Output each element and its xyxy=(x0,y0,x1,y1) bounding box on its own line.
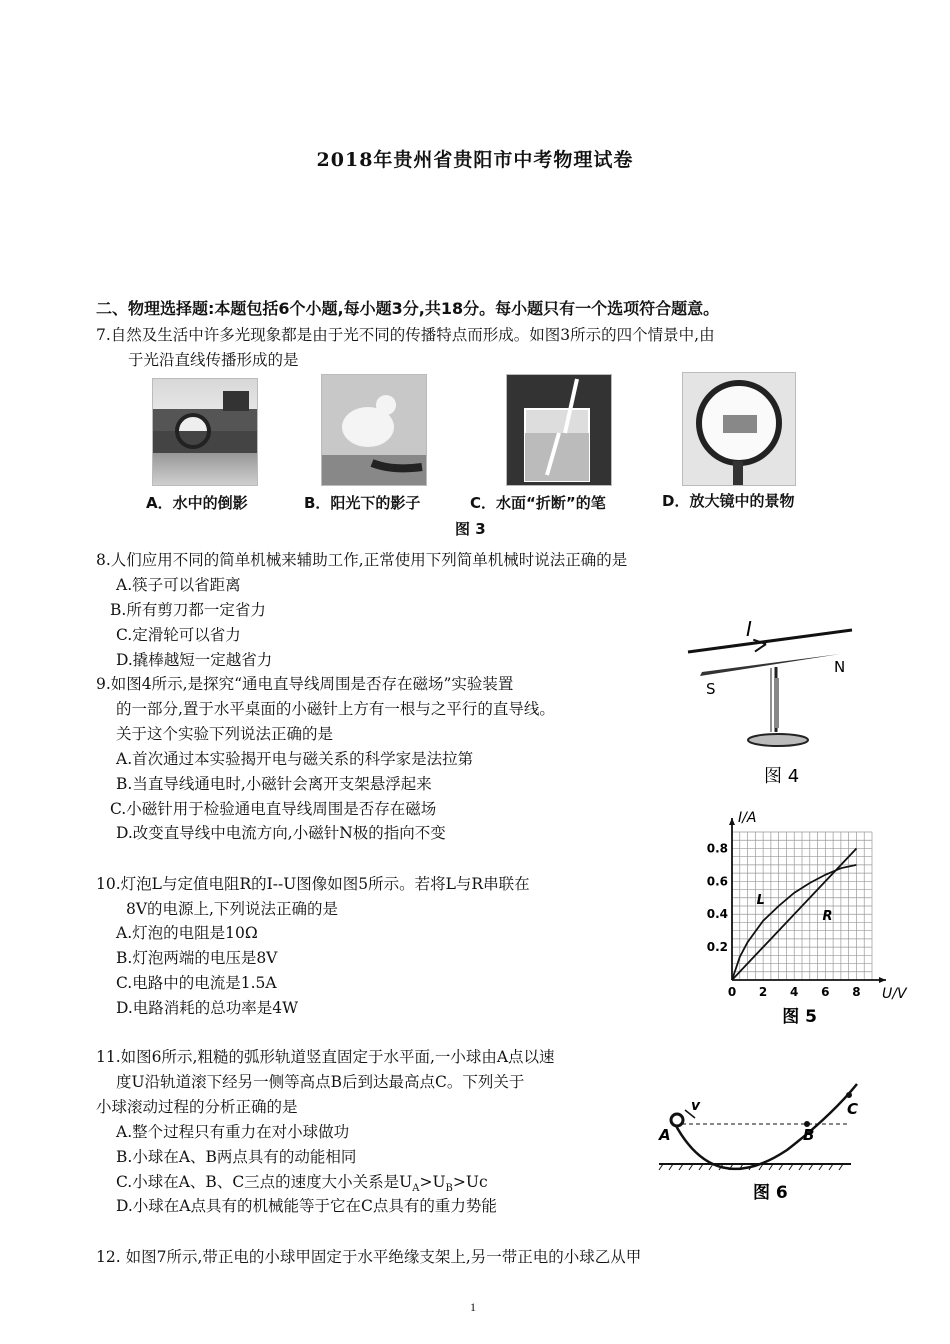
y-axis-label: I/A xyxy=(738,810,757,826)
photo-magnifier-scene xyxy=(682,372,796,486)
series-label-R: R xyxy=(822,908,833,924)
q9-option-b: B.当直导线通电时,小磁针会离开支架悬浮起来 xyxy=(116,775,432,793)
photo-pencil-in-water xyxy=(506,374,612,486)
q10-option-d: D.电路消耗的总功率是4W xyxy=(116,999,299,1017)
series-label-L: L xyxy=(756,893,765,908)
y-tick-label: 0.2 xyxy=(706,940,728,955)
q9-option-c: C.小磁针用于检验通电直导线周围是否存在磁场 xyxy=(110,800,437,818)
photo-dove-shadow xyxy=(321,374,427,486)
q11-option-d: D.小球在A点具有的机械能等于它在C点具有的重力势能 xyxy=(116,1197,497,1215)
q9-stem-line2: 的一部分,置于水平桌面的小磁针上方有一根与之平行的直导线。 xyxy=(116,700,555,718)
q10-stem-line1: 10.灯泡L与定值电阻R的I--U图像如图5所示。若将L与R串联在 xyxy=(96,875,530,893)
q7-stem-line2: 于光沿直线传播形成的是 xyxy=(128,351,299,369)
caption-b: B．阳光下的影子 xyxy=(304,494,421,512)
photo-bridge-reflection xyxy=(152,378,258,486)
q10-option-c: C.电路中的电流是1.5A xyxy=(116,974,277,992)
q11-stem-line2: 度U沿轨道滚下经另一侧等高点B后到达最高点C。下列关于 xyxy=(116,1073,525,1091)
pencil-glass-image xyxy=(507,375,611,485)
caption-d: D．放大镜中的景物 xyxy=(662,492,795,510)
q9-option-a: A.首次通过本实验揭开电与磁关系的科学家是法拉第 xyxy=(116,750,474,768)
q10-stem-line2: 8V的电源上,下列说法正确的是 xyxy=(126,900,338,918)
figure-5-iu-chart xyxy=(700,800,920,1030)
north-label: N xyxy=(834,658,846,676)
figure-4-compass-wire xyxy=(680,612,860,792)
y-tick-label: 0.4 xyxy=(706,907,728,922)
x-tick-label: 4 xyxy=(790,985,799,999)
q11-stem-line1: 11.如图6所示,粗糙的弧形轨道竖直固定于水平面,一小球由A点以速 xyxy=(96,1048,555,1066)
y-axis-arrow xyxy=(729,818,735,825)
point-c-label: C xyxy=(847,1100,859,1118)
q10-option-b: B.灯泡两端的电压是8V xyxy=(116,949,278,967)
q8-option-d: D.撬棒越短一定越省力 xyxy=(116,651,273,669)
x-axis-arrow xyxy=(879,977,886,983)
x-tick-label: 0 xyxy=(727,985,737,999)
figure-5-caption: 图 5 xyxy=(782,1007,817,1027)
page-title: 2018年贵州省贵阳市中考物理试卷 xyxy=(316,149,634,171)
section-heading: 二、物理选择题:本题包括6个小题,每小题3分,共18分。每小题只有一个选项符合题意。 xyxy=(96,299,720,318)
q8-option-a: A.筷子可以省距离 xyxy=(116,576,241,594)
figure-6-caption: 图 6 xyxy=(753,1183,788,1203)
q9-stem-line1: 9.如图4所示,是探究“通电直导线周围是否存在磁场”实验装置 xyxy=(96,675,514,693)
q11-option-a: A.整个过程只有重力在对小球做功 xyxy=(116,1123,350,1141)
q8-option-b: B.所有剪刀都一定省力 xyxy=(110,601,266,619)
point-b-label: B xyxy=(803,1126,815,1144)
y-tick-label: 0.6 xyxy=(706,874,728,889)
bridge-reflection-image xyxy=(153,379,257,485)
point-a-label: A xyxy=(659,1126,671,1144)
q11-option-b: B.小球在A、B两点具有的动能相同 xyxy=(116,1148,357,1166)
y-tick-label: 0.8 xyxy=(706,841,728,856)
x-tick-label: 6 xyxy=(821,985,830,999)
figure-4-caption: 图 4 xyxy=(764,766,800,787)
q9-option-d: D.改变直导线中电流方向,小磁针N极的指向不变 xyxy=(116,824,446,842)
x-axis-label: U/V xyxy=(882,986,907,1002)
page-number: 1 xyxy=(470,1300,476,1314)
q8-stem: 8.人们应用不同的简单机械来辅助工作,正常使用下列简单机械时说法正确的是 xyxy=(96,551,628,569)
q11-stem-line3: 小球滚动过程的分析正确的是 xyxy=(96,1098,298,1116)
figure-3-label: 图 3 xyxy=(455,520,486,538)
q10-option-a: A.灯泡的电阻是10Ω xyxy=(116,924,258,942)
q8-option-c: C.定滑轮可以省力 xyxy=(116,626,241,644)
q12-stem: 12. 如图7所示,带正电的小球甲固定于水平绝缘支架上,另一带正电的小球乙从甲 xyxy=(96,1248,642,1266)
q7-stem-line1: 7.自然及生活中许多光现象都是由于光不同的传播特点而形成。如图3所示的四个情景中,由 xyxy=(96,326,715,344)
magnifier-image xyxy=(683,373,795,485)
x-tick-label: 2 xyxy=(758,985,768,999)
x-tick-label: 8 xyxy=(852,985,861,999)
q9-stem-line3: 关于这个实验下列说法正确的是 xyxy=(116,725,334,743)
dove-shadow-image xyxy=(322,375,426,485)
velocity-label: v xyxy=(691,1098,701,1114)
caption-c: C．水面“折断”的笔 xyxy=(470,494,606,512)
figure-6-track xyxy=(655,1080,875,1205)
q11-option-c: C.小球在A、B、C三点的速度大小关系是$U_A>U_B>Uc$ xyxy=(116,1173,488,1195)
caption-a: A．水中的倒影 xyxy=(146,494,248,512)
current-label: I xyxy=(746,617,752,641)
south-label: S xyxy=(706,680,716,698)
